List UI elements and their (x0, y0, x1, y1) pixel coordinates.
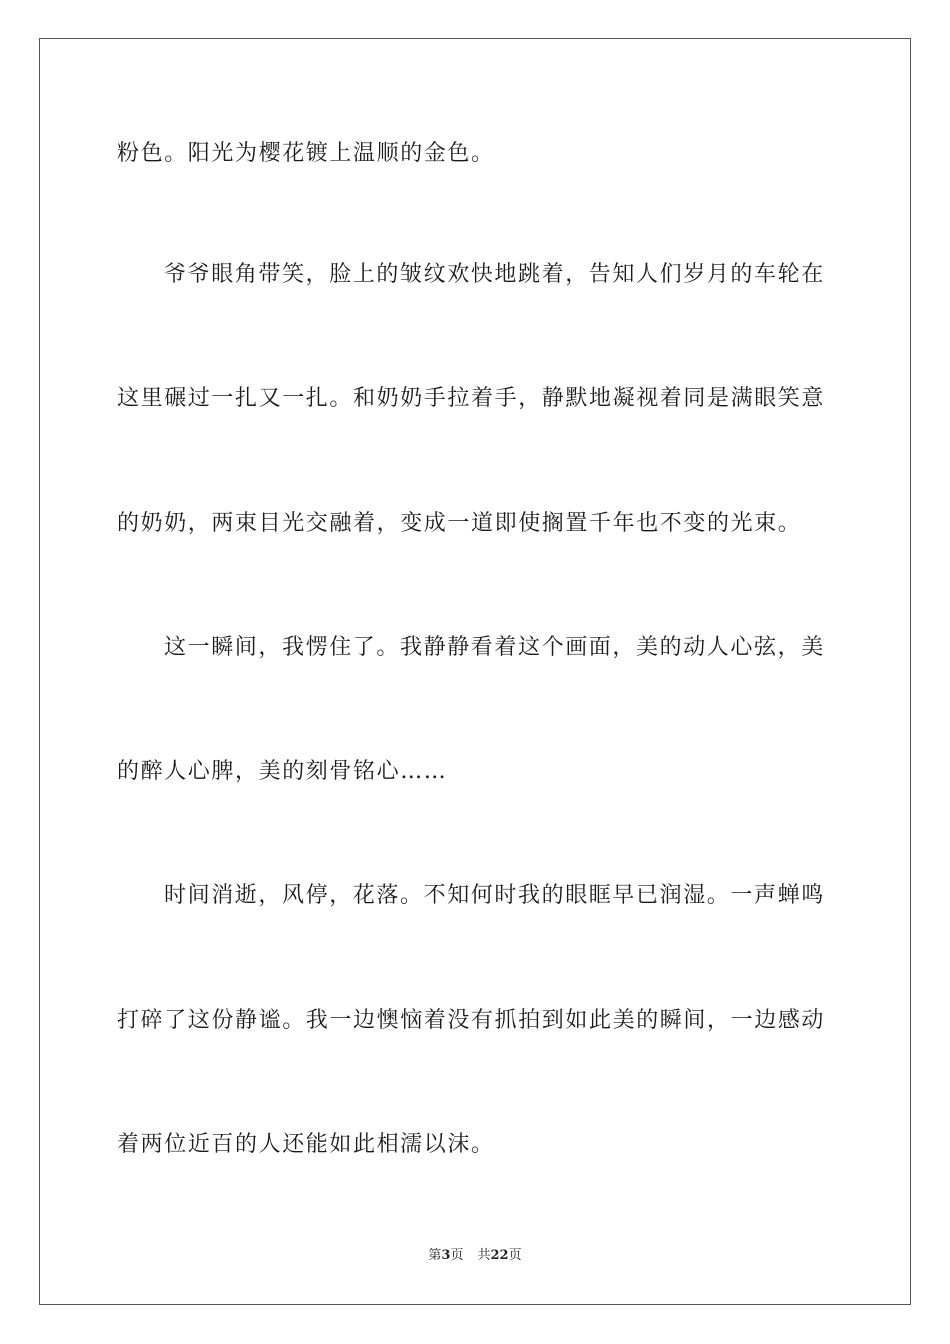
text-line-7: 时间消逝，风停，花落。不知何时我的眼眶早已润湿。一声蝉鸣 (164, 883, 825, 908)
total-label-suffix: 页 (508, 1248, 522, 1263)
page-label-suffix: 页 (450, 1248, 464, 1263)
text-line-2: 爷爷眼角带笑，脸上的皱纹欢快地跳着，告知人们岁月的车轮在 (164, 262, 825, 287)
total-pages: 22 (490, 1248, 509, 1263)
page-border (39, 38, 911, 1305)
text-line-8: 打碎了这份静谧。我一边懊恼着没有抓拍到如此美的瞬间，一边感动 (117, 1008, 826, 1033)
page-label-prefix: 第 (428, 1248, 442, 1263)
page-number: 3 (441, 1248, 451, 1263)
text-line-9: 着两位近百的人还能如此相濡以沫。 (117, 1132, 495, 1157)
total-label-prefix: 共 (477, 1248, 491, 1263)
text-line-1: 粉色。阳光为樱花镀上温顺的金色。 (117, 141, 495, 166)
text-line-3: 这里碾过一扎又一扎。和奶奶手拉着手，静默地凝视着同是满眼笑意 (117, 386, 826, 411)
text-line-5: 这一瞬间，我愣住了。我静静看着这个画面，美的动人心弦，美 (164, 635, 825, 660)
text-line-6: 的醉人心脾，美的刻骨铭心…… (117, 759, 448, 784)
text-line-4: 的奶奶，两束目光交融着，变成一道即使搁置千年也不变的光束。 (117, 511, 802, 536)
page-footer (0, 1247, 950, 1265)
